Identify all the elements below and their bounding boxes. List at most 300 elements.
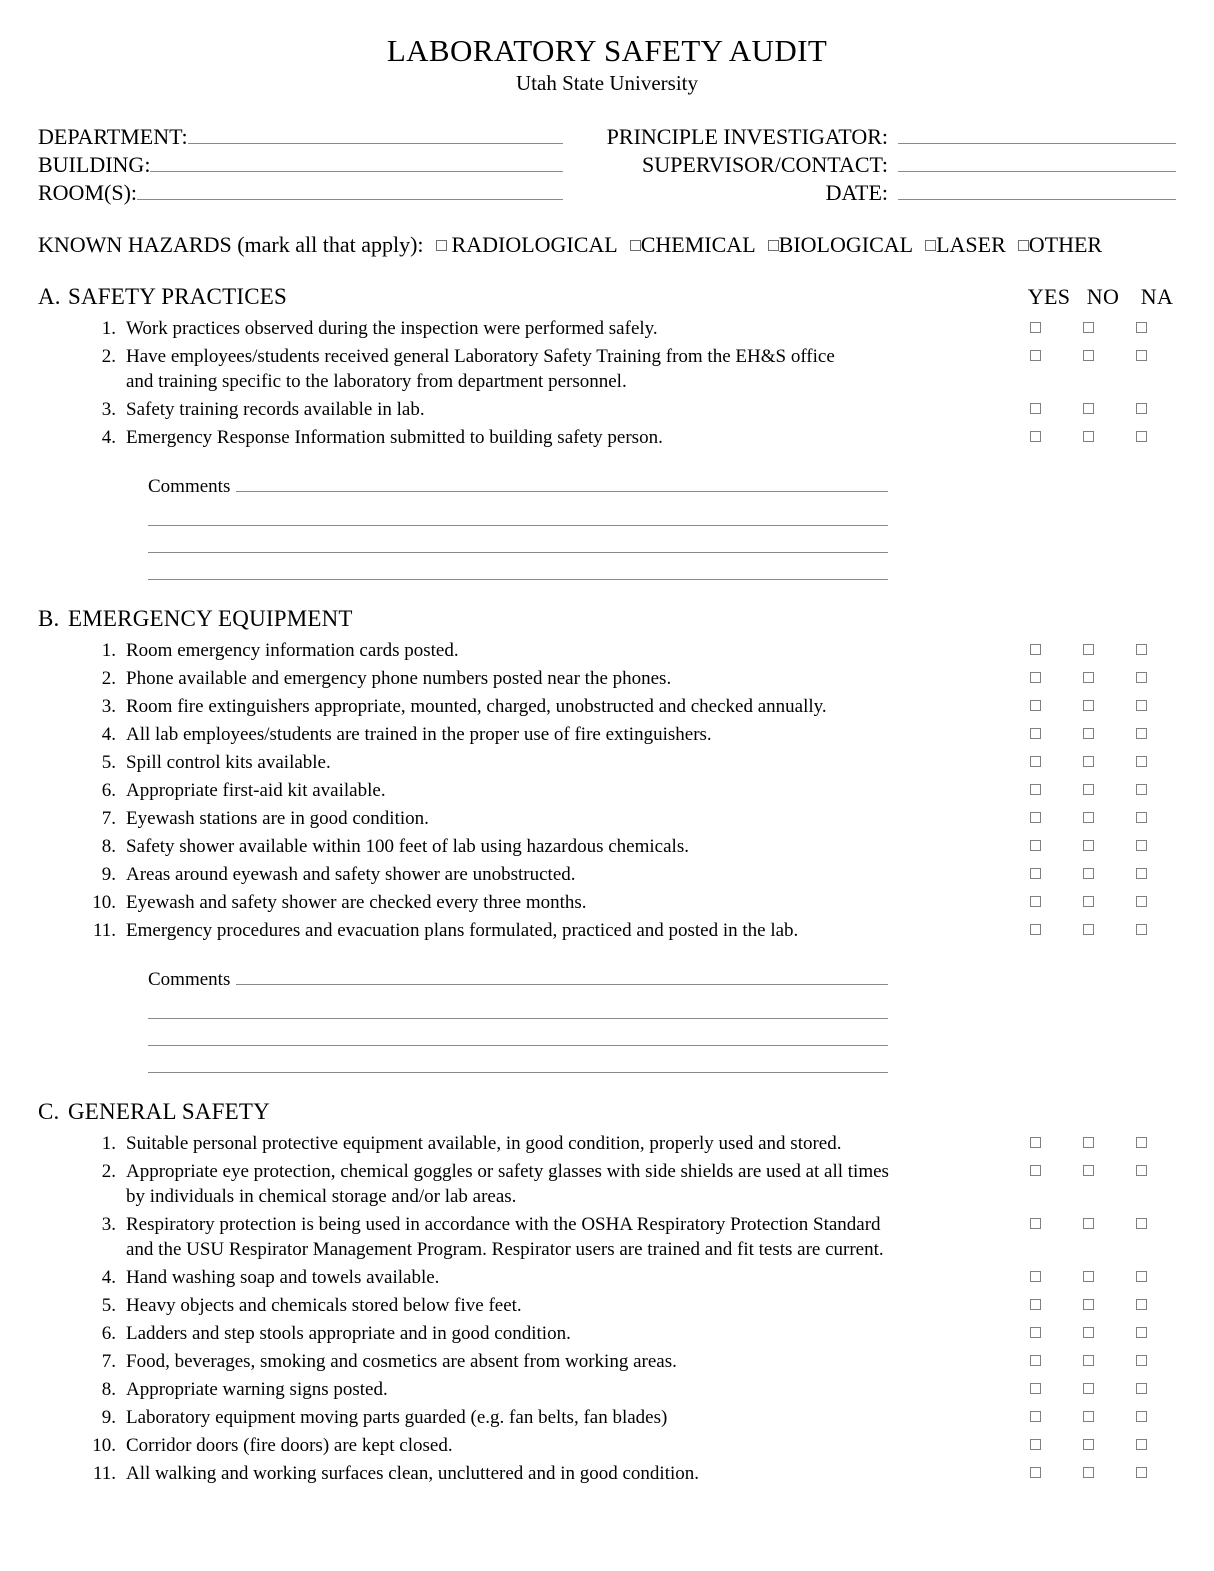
- principle-investigator-input[interactable]: [898, 123, 1176, 144]
- item-text-line: Room fire extinguishers appropriate, mounted, charged, unobstructed and checked annually.: [126, 695, 827, 717]
- item-number: 8.: [101, 835, 116, 857]
- item-number: 11.: [92, 1462, 116, 1484]
- checkbox-slot-na: [1124, 644, 1158, 655]
- item-number: 9.: [101, 1406, 116, 1428]
- section-letter: C.: [38, 1099, 60, 1125]
- checkbox-slot-na: [1124, 1299, 1158, 1310]
- checkbox-slot-no: [1071, 840, 1105, 851]
- checkbox-slot-yes: [1018, 1355, 1052, 1366]
- item-text-line: Appropriate eye protection, chemical goggles or safety glasses with side shields are used at all times: [126, 1160, 889, 1182]
- checkbox-slot-na: [1124, 756, 1158, 767]
- answer-checkboxes: [1018, 1265, 1160, 1282]
- checkbox-slot-na: [1124, 700, 1158, 711]
- checkbox-na[interactable]: [1136, 700, 1147, 711]
- checkbox-slot-no: [1071, 672, 1105, 683]
- answer-checkboxes: [1018, 425, 1160, 442]
- item-text: [126, 1321, 1018, 1346]
- section-general-safety: [0, 1099, 1214, 1487]
- checkbox-na[interactable]: [1136, 1439, 1147, 1450]
- checkbox-slot-na: [1124, 431, 1158, 442]
- checkbox-slot-yes: [1018, 672, 1052, 683]
- checklist-item: [38, 748, 1176, 776]
- checkbox-slot-no: [1071, 700, 1105, 711]
- checkbox-yes[interactable]: [1030, 322, 1041, 333]
- checkbox-yes[interactable]: [1030, 812, 1041, 823]
- checkbox-na[interactable]: [1136, 1327, 1147, 1338]
- checkbox-yes[interactable]: [1030, 431, 1041, 442]
- checkbox-icon[interactable]: [1018, 240, 1029, 251]
- answer-checkboxes: [1018, 862, 1160, 879]
- checkbox-no[interactable]: [1083, 1165, 1094, 1176]
- answer-checkboxes: [1018, 1349, 1160, 1366]
- date-input[interactable]: [898, 179, 1176, 200]
- department-label: DEPARTMENT:: [38, 123, 188, 149]
- checkbox-yes[interactable]: [1030, 1411, 1041, 1422]
- checkbox-no[interactable]: [1083, 1383, 1094, 1394]
- building-input[interactable]: [150, 151, 563, 172]
- checklist-item: [38, 342, 1176, 395]
- checkbox-na[interactable]: [1136, 728, 1147, 739]
- comments-block: [38, 966, 1176, 1073]
- page-title: LABORATORY SAFETY AUDIT: [386, 33, 828, 68]
- item-text-line: Food, beverages, smoking and cosmetics are absent from working areas.: [126, 1350, 677, 1372]
- checkbox-na[interactable]: [1136, 1137, 1147, 1148]
- column-header-no-slot: [1086, 284, 1120, 310]
- checklist-item: [38, 1291, 1176, 1319]
- comments-input-line[interactable]: [236, 966, 888, 985]
- checkbox-na[interactable]: [1136, 1218, 1147, 1229]
- sections-container: [0, 284, 1214, 1487]
- hazard-option-biological[interactable]: [768, 232, 913, 257]
- checkbox-no[interactable]: [1083, 1299, 1094, 1310]
- checklist-item: [38, 1319, 1176, 1347]
- checkbox-no[interactable]: [1083, 896, 1094, 907]
- checkbox-no[interactable]: [1083, 1467, 1094, 1478]
- comments-label: Comments: [148, 476, 231, 498]
- section-letter: B.: [38, 606, 60, 632]
- checklist-item: [38, 1431, 1176, 1459]
- checkbox-na[interactable]: [1136, 350, 1147, 361]
- checkbox-slot-no: [1071, 322, 1105, 333]
- checkbox-yes[interactable]: [1030, 1271, 1041, 1282]
- answer-checkboxes: [1018, 890, 1160, 907]
- checkbox-slot-no: [1071, 1467, 1105, 1478]
- checkbox-no[interactable]: [1083, 403, 1094, 414]
- item-text-line: Eyewash stations are in good condition.: [126, 807, 429, 829]
- checkbox-slot-no: [1071, 644, 1105, 655]
- item-text-line: Safety shower available within 100 feet of lab using hazardous chemicals.: [126, 835, 689, 857]
- checkbox-no[interactable]: [1083, 1271, 1094, 1282]
- item-text-line: Laboratory equipment moving parts guarded (e.g. fan belts, fan blades): [126, 1406, 668, 1428]
- checkbox-yes[interactable]: [1030, 350, 1041, 361]
- item-text: [126, 1461, 1018, 1486]
- checkbox-na[interactable]: [1136, 644, 1147, 655]
- checklist-item: [38, 1129, 1176, 1157]
- item-number: 8.: [101, 1378, 116, 1400]
- checkbox-slot-na: [1124, 1467, 1158, 1478]
- item-number: 3.: [101, 695, 116, 717]
- hazard-option-laser-label: LASER: [936, 231, 1006, 257]
- checkbox-icon[interactable]: [436, 240, 447, 251]
- checkbox-no[interactable]: [1083, 672, 1094, 683]
- hazard-option-laser[interactable]: [925, 232, 1006, 257]
- checkbox-na[interactable]: [1136, 756, 1147, 767]
- checklist-item: [38, 1210, 1176, 1263]
- section-header: [38, 1099, 1176, 1125]
- item-text-line: Hand washing soap and towels available.: [126, 1266, 440, 1288]
- item-text: [126, 890, 1018, 915]
- item-number: 2.: [101, 1160, 116, 1182]
- item-text-line: Corridor doors (fire doors) are kept closed.: [126, 1434, 453, 1456]
- checklist-item: [38, 832, 1176, 860]
- checkbox-slot-na: [1124, 1271, 1158, 1282]
- known-hazards-row: [0, 231, 1214, 259]
- item-text-line: Have employees/students received general Laboratory Safety Training from the EH&S office: [126, 345, 835, 367]
- checklist-item: [38, 1403, 1176, 1431]
- checkbox-slot-no: [1071, 896, 1105, 907]
- item-text-continuation: and training specific to the laboratory from department personnel.: [126, 370, 627, 392]
- checkbox-yes[interactable]: [1030, 1383, 1041, 1394]
- checklist-item: [38, 804, 1176, 832]
- checkbox-slot-no: [1071, 431, 1105, 442]
- checkbox-slot-na: [1124, 728, 1158, 739]
- item-text-line: Phone available and emergency phone numbers posted near the phones.: [126, 667, 672, 689]
- checkbox-slot-na: [1124, 322, 1158, 333]
- checkbox-na[interactable]: [1136, 1467, 1147, 1478]
- checklist-item: [38, 1263, 1176, 1291]
- item-text: [126, 1159, 1018, 1209]
- checkbox-no[interactable]: [1083, 728, 1094, 739]
- item-text-continuation: and the USU Respirator Management Program. Respirator users are trained and fit tests are current.: [126, 1238, 884, 1260]
- checkbox-yes[interactable]: [1030, 1137, 1041, 1148]
- answer-checkboxes: [1018, 666, 1160, 683]
- checkbox-no[interactable]: [1083, 1218, 1094, 1229]
- checkbox-no[interactable]: [1083, 756, 1094, 767]
- checkbox-slot-na: [1124, 840, 1158, 851]
- item-text: [126, 722, 1018, 747]
- checkbox-no[interactable]: [1083, 1327, 1094, 1338]
- item-number: 5.: [101, 1294, 116, 1316]
- supervisor-contact-label: SUPERVISOR/CONTACT:: [642, 151, 888, 177]
- checkbox-slot-no: [1071, 1271, 1105, 1282]
- principle-investigator-label: PRINCIPLE INVESTIGATOR:: [606, 123, 888, 149]
- checkbox-na[interactable]: [1136, 1383, 1147, 1394]
- section-safety-practices: [0, 284, 1214, 580]
- answer-checkboxes: [1018, 638, 1160, 655]
- date-label: DATE:: [825, 179, 888, 205]
- checkbox-no[interactable]: [1083, 1439, 1094, 1450]
- answer-checkboxes: [1018, 1321, 1160, 1338]
- department-input[interactable]: [188, 123, 563, 144]
- column-header-yes-slot: [1027, 284, 1071, 310]
- checkbox-slot-no: [1071, 350, 1105, 361]
- checkbox-slot-yes: [1018, 1327, 1052, 1338]
- answer-checkboxes: [1018, 1212, 1160, 1229]
- checkbox-slot-na: [1124, 1411, 1158, 1422]
- checkbox-na[interactable]: [1136, 1271, 1147, 1282]
- item-text: [126, 1349, 1018, 1374]
- comments-input-line[interactable]: [148, 1046, 888, 1073]
- checkbox-no[interactable]: [1083, 868, 1094, 879]
- checkbox-slot-na: [1124, 1327, 1158, 1338]
- answer-checkboxes: [1018, 344, 1160, 361]
- checkbox-slot-no: [1071, 1165, 1105, 1176]
- comments-first-row: [148, 473, 888, 499]
- hazard-option-other[interactable]: [1018, 232, 1102, 257]
- hazard-option-chemical-label: CHEMICAL: [640, 231, 756, 257]
- checkbox-yes[interactable]: [1030, 672, 1041, 683]
- checkbox-na[interactable]: [1136, 403, 1147, 414]
- checkbox-no[interactable]: [1083, 1355, 1094, 1366]
- checkbox-slot-yes: [1018, 1383, 1052, 1394]
- hazard-option-radiological[interactable]: [436, 232, 618, 257]
- item-number: 6.: [101, 1322, 116, 1344]
- checkbox-slot-yes: [1018, 1165, 1052, 1176]
- checkbox-no[interactable]: [1083, 322, 1094, 333]
- item-text: [126, 316, 1018, 341]
- answer-checkboxes: [1018, 806, 1160, 823]
- column-header-no: NO: [1086, 284, 1120, 310]
- column-header-yes: YES: [1027, 284, 1071, 310]
- checkbox-na[interactable]: [1136, 924, 1147, 935]
- checkbox-icon[interactable]: [925, 240, 936, 251]
- checklist-item: [38, 664, 1176, 692]
- comments-input-line[interactable]: [148, 992, 888, 1019]
- checkbox-yes[interactable]: [1030, 756, 1041, 767]
- checkbox-na[interactable]: [1136, 322, 1147, 333]
- checkbox-slot-na: [1124, 1165, 1158, 1176]
- section-items: [38, 314, 1176, 451]
- checkbox-no[interactable]: [1083, 812, 1094, 823]
- checkbox-slot-yes: [1018, 756, 1052, 767]
- checkbox-slot-yes: [1018, 728, 1052, 739]
- answer-checkboxes: [1018, 778, 1160, 795]
- checkbox-na[interactable]: [1136, 840, 1147, 851]
- checkbox-slot-yes: [1018, 1137, 1052, 1148]
- checkbox-slot-yes: [1018, 1218, 1052, 1229]
- answer-checkboxes: [1018, 722, 1160, 739]
- checkbox-na[interactable]: [1136, 1411, 1147, 1422]
- item-text: [126, 1131, 1018, 1156]
- checklist-item: [38, 1375, 1176, 1403]
- page-subtitle: Utah State University: [516, 71, 698, 96]
- checkbox-icon[interactable]: [768, 240, 779, 251]
- item-number: 9.: [101, 863, 116, 885]
- checkbox-slot-no: [1071, 1137, 1105, 1148]
- supervisor-contact-field-row: [576, 151, 1176, 179]
- checkbox-no[interactable]: [1083, 924, 1094, 935]
- checkbox-slot-no: [1071, 868, 1105, 879]
- checkbox-slot-no: [1071, 1218, 1105, 1229]
- item-text-line: Emergency procedures and evacuation plans formulated, practiced and posted in the lab.: [126, 919, 799, 941]
- checkbox-no[interactable]: [1083, 350, 1094, 361]
- checkbox-na[interactable]: [1136, 896, 1147, 907]
- checkbox-slot-yes: [1018, 700, 1052, 711]
- checkbox-yes[interactable]: [1030, 868, 1041, 879]
- comments-block: [38, 473, 1176, 580]
- section-letter: A.: [38, 284, 61, 310]
- checklist-item: [38, 776, 1176, 804]
- checkbox-yes[interactable]: [1030, 700, 1041, 711]
- checkbox-yes[interactable]: [1030, 728, 1041, 739]
- checkbox-na[interactable]: [1136, 868, 1147, 879]
- item-number: 4.: [101, 426, 116, 448]
- column-header-na-slot: [1140, 284, 1174, 310]
- checkbox-slot-no: [1071, 924, 1105, 935]
- rooms-input[interactable]: [137, 179, 563, 200]
- checkbox-no[interactable]: [1083, 840, 1094, 851]
- item-text-continuation: by individuals in chemical storage and/or lab areas.: [126, 1185, 517, 1207]
- item-number: 1.: [101, 1132, 116, 1154]
- checkbox-slot-no: [1071, 784, 1105, 795]
- checkbox-na[interactable]: [1136, 812, 1147, 823]
- checkbox-slot-na: [1124, 1218, 1158, 1229]
- item-text: [126, 666, 1018, 691]
- item-number: 2.: [101, 345, 116, 367]
- checklist-item: [38, 916, 1176, 944]
- comments-input-line[interactable]: [148, 526, 888, 553]
- comments-input-line[interactable]: [148, 499, 888, 526]
- section-emergency-equipment: [0, 606, 1214, 1073]
- checkbox-slot-no: [1071, 1383, 1105, 1394]
- checkbox-yes[interactable]: [1030, 896, 1041, 907]
- answer-column-headers: [1027, 284, 1176, 310]
- checkbox-yes[interactable]: [1030, 840, 1041, 851]
- checkbox-na[interactable]: [1136, 672, 1147, 683]
- checkbox-na[interactable]: [1136, 1165, 1147, 1176]
- item-text-line: Ladders and step stools appropriate and in good condition.: [126, 1322, 571, 1344]
- item-text: [126, 1377, 1018, 1402]
- comments-input-line[interactable]: [148, 553, 888, 580]
- item-text-line: Suitable personal protective equipment available, in good condition, properly used and stored.: [126, 1132, 842, 1154]
- checkbox-slot-yes: [1018, 868, 1052, 879]
- checkbox-no[interactable]: [1083, 700, 1094, 711]
- checkbox-slot-na: [1124, 350, 1158, 361]
- header-form-left-column: [38, 123, 563, 207]
- checkbox-slot-yes: [1018, 403, 1052, 414]
- item-number: 7.: [101, 1350, 116, 1372]
- checkbox-slot-na: [1124, 896, 1158, 907]
- checkbox-na[interactable]: [1136, 1299, 1147, 1310]
- answer-checkboxes: [1018, 1433, 1160, 1450]
- checkbox-slot-yes: [1018, 812, 1052, 823]
- item-text-line: Heavy objects and chemicals stored below five feet.: [126, 1294, 522, 1316]
- checkbox-slot-yes: [1018, 1467, 1052, 1478]
- checkbox-yes[interactable]: [1030, 1355, 1041, 1366]
- principle-investigator-field-row: [576, 123, 1176, 151]
- item-text-line: Appropriate warning signs posted.: [126, 1378, 388, 1400]
- checkbox-yes[interactable]: [1030, 1327, 1041, 1338]
- item-number: 4.: [101, 1266, 116, 1288]
- checkbox-slot-yes: [1018, 1439, 1052, 1450]
- checkbox-no[interactable]: [1083, 644, 1094, 655]
- item-text-line: All lab employees/students are trained in the proper use of fire extinguishers.: [126, 723, 712, 745]
- section-items: [38, 636, 1176, 944]
- checkbox-slot-na: [1124, 1383, 1158, 1394]
- checkbox-slot-no: [1071, 403, 1105, 414]
- section-title-text: SAFETY PRACTICES: [68, 284, 287, 310]
- item-number: 10.: [92, 891, 116, 913]
- comments-input-line[interactable]: [148, 1019, 888, 1046]
- supervisor-contact-input[interactable]: [898, 151, 1176, 172]
- item-text: [126, 694, 1018, 719]
- item-text: [126, 425, 1018, 450]
- checklist-item: [38, 860, 1176, 888]
- hazard-option-radiological-label: RADIOLOGICAL: [451, 231, 618, 257]
- checkbox-no[interactable]: [1083, 784, 1094, 795]
- checklist-item: [38, 720, 1176, 748]
- answer-checkboxes: [1018, 1159, 1160, 1176]
- item-text-line: Respiratory protection is being used in accordance with the OSHA Respiratory Protection Standard: [126, 1213, 881, 1235]
- checkbox-slot-yes: [1018, 896, 1052, 907]
- item-number: 10.: [92, 1434, 116, 1456]
- section-title: [38, 284, 287, 310]
- checkbox-yes[interactable]: [1030, 784, 1041, 795]
- checkbox-na[interactable]: [1136, 1355, 1147, 1366]
- item-text-line: Areas around eyewash and safety shower are unobstructed.: [126, 863, 576, 885]
- hazard-option-biological-label: BIOLOGICAL: [778, 231, 914, 257]
- checkbox-na[interactable]: [1136, 784, 1147, 795]
- checkbox-slot-no: [1071, 756, 1105, 767]
- checkbox-yes[interactable]: [1030, 1439, 1041, 1450]
- checkbox-yes[interactable]: [1030, 1218, 1041, 1229]
- item-text-line: Appropriate first-aid kit available.: [126, 779, 386, 801]
- checkbox-yes[interactable]: [1030, 924, 1041, 935]
- checkbox-na[interactable]: [1136, 431, 1147, 442]
- checkbox-slot-na: [1124, 868, 1158, 879]
- checkbox-yes[interactable]: [1030, 1299, 1041, 1310]
- checkbox-slot-na: [1124, 1355, 1158, 1366]
- checkbox-icon[interactable]: [630, 240, 641, 251]
- item-text: [126, 806, 1018, 831]
- checkbox-slot-na: [1124, 1137, 1158, 1148]
- checkbox-slot-yes: [1018, 1299, 1052, 1310]
- checkbox-slot-yes: [1018, 784, 1052, 795]
- checkbox-no[interactable]: [1083, 1137, 1094, 1148]
- item-text-line: Room emergency information cards posted.: [126, 639, 459, 661]
- checkbox-yes[interactable]: [1030, 1165, 1041, 1176]
- checkbox-slot-na: [1124, 924, 1158, 935]
- answer-checkboxes: [1018, 1461, 1160, 1478]
- item-text: [126, 834, 1018, 859]
- item-number: 7.: [101, 807, 116, 829]
- hazard-option-chemical[interactable]: [630, 232, 756, 257]
- checkbox-yes[interactable]: [1030, 644, 1041, 655]
- checkbox-no[interactable]: [1083, 1411, 1094, 1422]
- item-text-line: Work practices observed during the inspection were performed safely.: [126, 317, 658, 339]
- checklist-item: [38, 888, 1176, 916]
- checkbox-slot-yes: [1018, 322, 1052, 333]
- item-text: [126, 750, 1018, 775]
- answer-checkboxes: [1018, 316, 1160, 333]
- checkbox-yes[interactable]: [1030, 403, 1041, 414]
- answer-checkboxes: [1018, 750, 1160, 767]
- checkbox-slot-yes: [1018, 644, 1052, 655]
- checkbox-slot-na: [1124, 812, 1158, 823]
- checkbox-slot-yes: [1018, 1411, 1052, 1422]
- checkbox-slot-na: [1124, 1439, 1158, 1450]
- item-text-line: Spill control kits available.: [126, 751, 331, 773]
- checklist-item: [38, 1157, 1176, 1210]
- comments-input-line[interactable]: [236, 473, 888, 492]
- checkbox-slot-yes: [1018, 1271, 1052, 1282]
- item-text: [126, 862, 1018, 887]
- checkbox-no[interactable]: [1083, 431, 1094, 442]
- building-field-row: [38, 151, 563, 179]
- item-number: 2.: [101, 667, 116, 689]
- item-text: [126, 1293, 1018, 1318]
- checkbox-yes[interactable]: [1030, 1467, 1041, 1478]
